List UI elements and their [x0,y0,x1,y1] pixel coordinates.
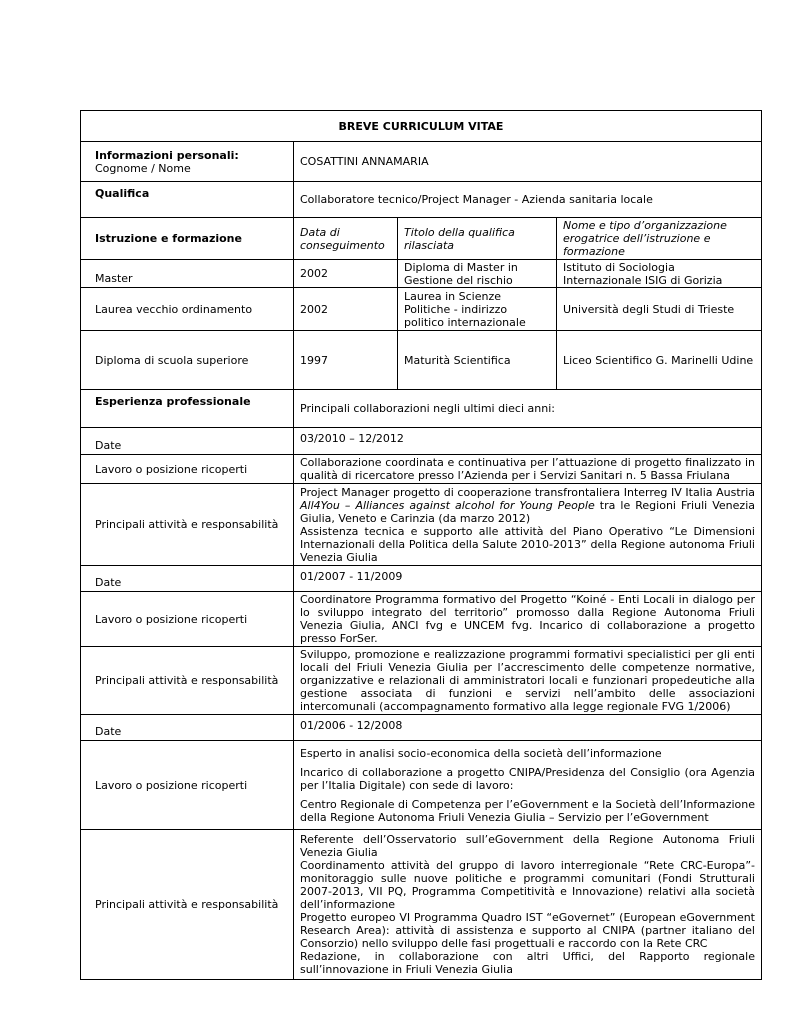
laurea-org: Università degli Studi di Trieste [563,302,735,316]
esperienza-intro: Principali collaborazioni negli ultimi dieci anni: [300,402,555,415]
job3-lavoro-c: Centro Regionale di Competenza per l’eGovernment e la Società dell’Informazione della Regione Autonoma Friuli Venezia Giulia – Servizio per l’eGovernment [300,797,755,824]
job1-attivita-label: Principali attività e responsabilità [81,484,294,565]
row-job2-attivita [81,646,761,714]
laurea-title: Laurea in Scienze Politiche - indirizzo politico internazionale [398,288,557,330]
job2-attivita: Sviluppo, promozione e realizzazione programmi formativi specialistici per gli enti locali del Friuli Venezia Giulia per l’accrescimento delle competenze normative, organizzative e relazionali di amministratori locali e funzionari propedeutiche alla gestione associata di funzioni e servizi nell’ambito delle associazioni intercomunali (accompagnamento formativo alla legge regionale FVG 1/2006) [300,648,755,713]
cv-title: BREVE CURRICULUM VITAE [338,119,504,133]
row-job2-date [81,565,761,591]
row-job2-lavoro [81,591,761,646]
job3-attivita-b: Coordinamento attività del gruppo di lavoro interregionale “Rete CRC-Europa”- monitoraggio sulle nuove politiche e programmi comunitari (Fondi Strutturali 2007-2013, VII PQ, Programma Competitività e Innovazione) relativi alla società dell’informazione [300,859,755,911]
job3-attivita-d: Redazione, in collaborazione con altri Uffici, del Rapporto regionale sull’innovazione in Friuli Venezia Giulia [300,950,755,976]
job3-lavoro [294,741,761,829]
job2-date: 01/2007 - 11/2009 [300,570,403,583]
job3-attivita-c: Progetto europeo VI Programma Quadro IST “eGovernet” (European eGovernment Research Area): attività di assistenza e supporto al CNIPA (partner italiano del Consorzio) nello sviluppo delle fasi progettuali e raccordo con la Rete CRC [300,911,755,950]
istruzione-headers [294,218,761,259]
header-organizzazione: Nome e tipo d’organizzazione erogatrice dell’istruzione e formazione [563,219,727,258]
master-cells [294,260,761,287]
esperienza-label [81,390,294,427]
master-title: Diploma di Master in Gestione del rischio [398,260,557,287]
personal-value: COSATTINI ANNAMARIA [300,155,429,168]
job3-attivita-a: Referente dell’Osservatorio sull’eGovernment della Regione Autonoma Friuli Venezia Giulia [300,833,755,859]
qualifica-label [81,182,294,217]
qualifica-label-text: Qualifica [95,187,150,200]
row-job1-lavoro [81,454,761,483]
esperienza-label-text: Esperienza professionale [95,395,251,408]
job1-attivita [294,484,761,565]
job3-date-label: Date [81,715,294,740]
laurea-label: Laurea vecchio ordinamento [81,288,294,330]
master-year: 2002 [294,260,398,287]
job1-date-label: Date [81,428,294,454]
job2-lavoro: Coordinatore Programma formativo del Progetto “Koiné - Enti Locali in dialogo per lo sviluppo integrato del territorio” promosso dalla Regione Autonoma Friuli Venezia Giulia, ANCI fvg e UNCEM fvg. Incarico di collaborazione a progetto presso ForSer. [300,593,755,645]
job1-lavoro: Collaborazione coordinata e continuativa per l’attuazione di progetto finalizzato in qualità di ricercatore presso l’Azienda per i Servizi Sanitari n. 5 Bassa Friulana [300,456,755,482]
diploma-org: Liceo Scientifico G. Marinelli Udine [563,353,754,367]
job1-att-b: tra le Regioni Friuli Venezia Giulia, Veneto e Carinzia (da marzo 2012) [300,498,755,525]
row-job3-lavoro [81,740,761,829]
job3-attivita [294,830,761,979]
job3-attivita-label: Principali attività e responsabilità [81,830,294,979]
diploma-title: Maturità Scientifica [398,331,557,389]
job2-date-label: Date [81,566,294,591]
row-master [81,259,761,287]
job3-date: 01/2006 - 12/2008 [300,719,403,732]
laurea-cells [294,288,761,330]
personal-heading: Informazioni personali: [95,148,239,162]
row-laurea [81,287,761,330]
cv-table [80,110,762,980]
header-titolo: Titolo della qualifica rilasciata [398,218,557,259]
row-personal [81,141,761,181]
row-diploma [81,330,761,389]
job2-attivita-label: Principali attività e responsabilità [81,647,294,714]
diploma-cells [294,331,761,389]
job3-lavoro-a: Esperto in analisi socio-economica della società dell’informazione [300,746,662,760]
row-qualifica [81,181,761,217]
job3-lavoro-label: Lavoro o posizione ricoperti [81,741,294,829]
row-istruzione-header [81,217,761,259]
personal-label: Cognome / Nome [95,161,191,175]
header-data: Data di conseguimento [294,218,398,259]
job1-att-italic: All4You – Alliances against alcohol for Young People [300,498,595,512]
job1-attivita-assistenza: Assistenza tecnica e supporto alle attività del Piano Operativo “Le Dimensioni Internazionali della Politica della Salute 2010-2013” della Regione autonoma Friuli Venezia Giulia [300,524,755,564]
master-org: Istituto di Sociologia Internazionale ISIG di Gorizia [563,260,723,287]
row-job1-date [81,427,761,454]
job2-lavoro-label: Lavoro o posizione ricoperti [81,592,294,646]
row-job3-attivita [81,829,761,979]
job1-attivita-project [300,486,755,525]
job1-att-a: Project Manager progetto di cooperazione transfrontaliera Interreg IV Italia Austria [300,485,755,499]
qualifica-value: Collaboratore tecnico/Project Manager - Azienda sanitaria locale [300,193,653,206]
master-label: Master [81,260,294,287]
laurea-year: 2002 [294,288,398,330]
diploma-year: 1997 [294,331,398,389]
istruzione-label [81,218,294,259]
job3-lavoro-b: Incarico di collaborazione a progetto CNIPA/Presidenza del Consiglio (ora Agenzia per l’Italia Digitale) con sede di lavoro: [300,765,755,792]
row-esperienza [81,389,761,427]
row-job3-date [81,714,761,740]
diploma-label: Diploma di scuola superiore [81,331,294,389]
personal-label-cell [81,142,294,181]
job1-lavoro-label: Lavoro o posizione ricoperti [81,455,294,483]
row-job1-attivita [81,483,761,565]
istruzione-label-text: Istruzione e formazione [95,232,242,245]
job1-date: 03/2010 – 12/2012 [300,432,404,445]
